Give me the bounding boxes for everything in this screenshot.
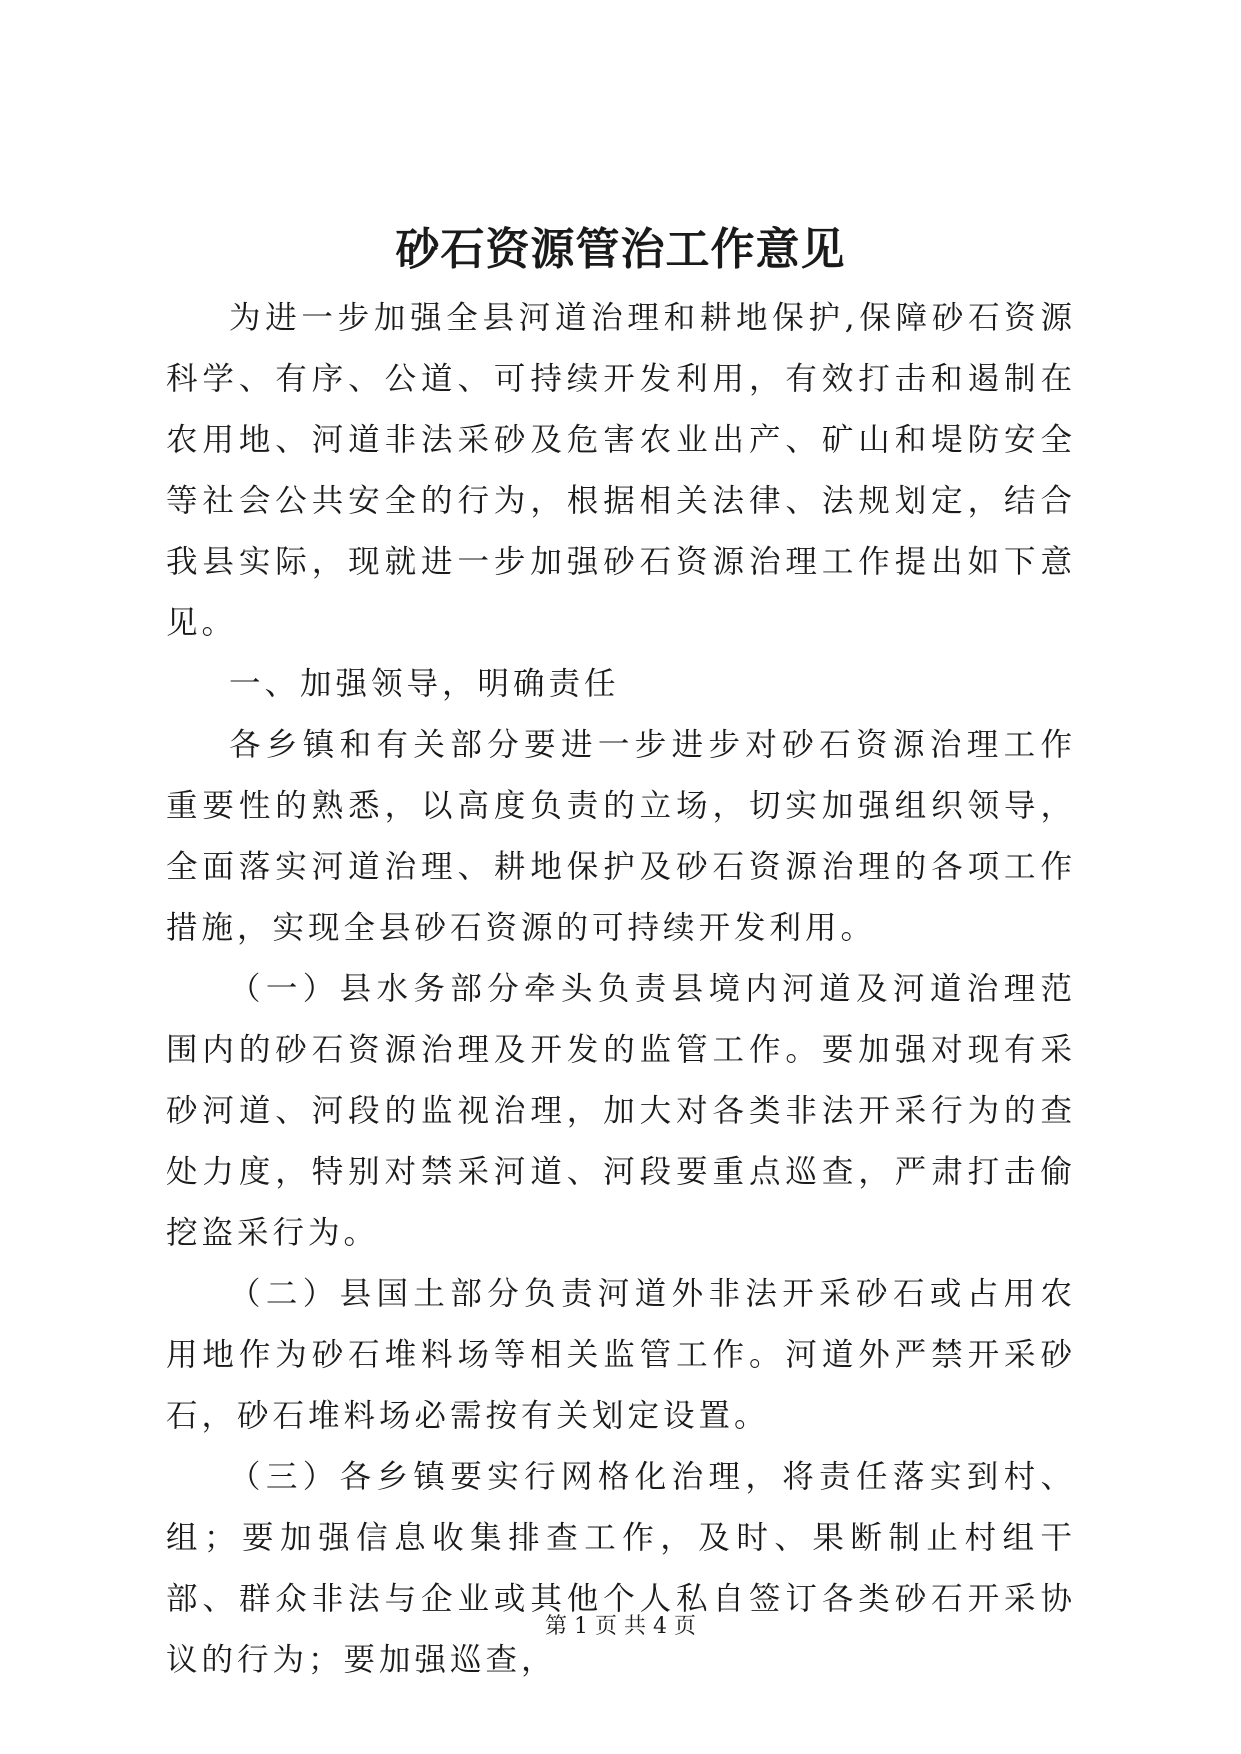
- paragraph-item-3: （三）各乡镇要实行网格化治理，将责任落实到村、组；要加强信息收集排查工作，及时、果断制止村组干部、群众非法与企业或其他个人私自签订各类砂石开采协议的行为；要加强巡查，: [166, 1459, 1076, 1678]
- document-title: 砂石资源管治工作意见: [395, 224, 846, 275]
- section-heading-1: 一、加强领导，明确责任: [229, 666, 620, 702]
- paragraph-section-1: 各乡镇和有关部分要进一步进步对砂石资源治理工作重要性的熟悉，以高度负责的立场，切实加强组织领导，全面落实河道治理、耕地保护及砂石资源治理的各项工作措施，实现全县砂石资源的可持续开发利用。: [166, 727, 1076, 946]
- paragraph-item-1: （一）县水务部分牵头负责县境内河道及河道治理范围内的砂石资源治理及开发的监管工作。要加强对现有采砂河道、河段的监视治理，加大对各类非法开采行为的查处力度，特别对禁采河道、河段要重点巡查，严肃打击偷挖盗采行为。: [166, 971, 1076, 1251]
- document-body: [166, 288, 1076, 1691]
- paragraph-intro: 为进一步加强全县河道治理和耕地保护,保障砂石资源科学、有序、公道、可持续开发利用，有效打击和遏制在农用地、河道非法采砂及危害农业出产、矿山和堤防安全等社会公共安全的行为，根据相关法律、法规划定，结合我县实际，现就进一步加强砂石资源治理工作提出如下意见。: [166, 300, 1076, 641]
- paragraph-item-2: （二）县国土部分负责河道外非法开采砂石或占用农用地作为砂石堆料场等相关监管工作。河道外严禁开采砂石，砂石堆料场必需按有关划定设置。: [166, 1276, 1076, 1434]
- page-footer: 第 1 页 共 4 页: [545, 1614, 696, 1639]
